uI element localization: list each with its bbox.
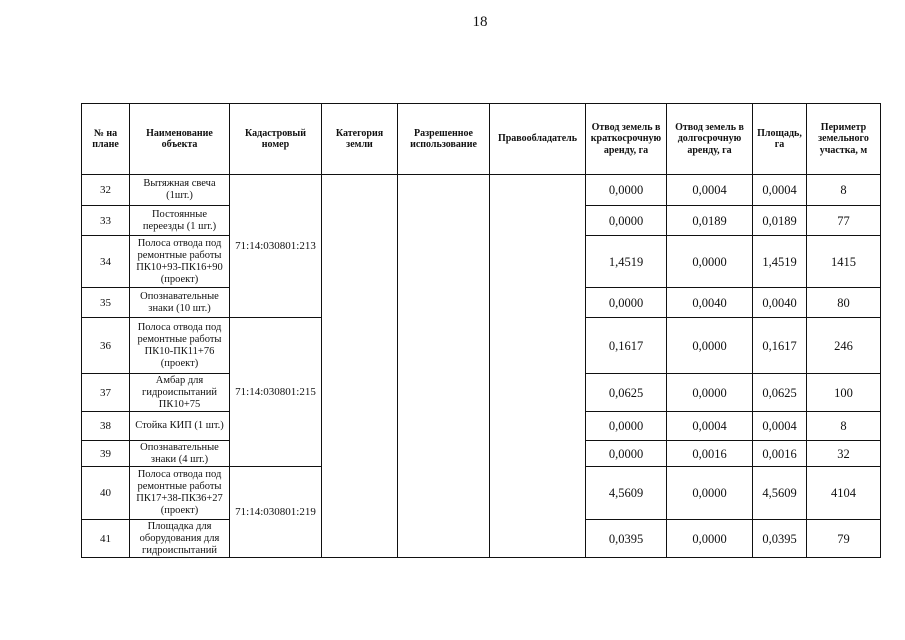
row-num: 40 [82,467,130,520]
row-long-term: 0,0000 [667,318,753,374]
row-name: Полоса отвода под ремонтные работы ПК10-ПК11+76 (проект) [130,318,230,374]
row-area: 0,1617 [753,318,807,374]
row-num: 35 [82,288,130,318]
row-area: 0,0040 [753,288,807,318]
table-row [82,175,881,206]
table-header-row [82,104,881,175]
row-short-term: 1,4519 [586,236,667,288]
row-name: Опознавательные знаки (10 шт.) [130,288,230,318]
row-short-term: 0,0625 [586,374,667,412]
usage-cell [398,175,490,558]
header-owner: Правообладатель [490,104,586,175]
row-long-term: 0,0000 [667,236,753,288]
row-name: Вытяжная свеча (1шт.) [130,175,230,206]
row-perimeter: 100 [807,374,881,412]
row-perimeter: 246 [807,318,881,374]
row-perimeter: 77 [807,206,881,236]
row-area: 0,0004 [753,175,807,206]
row-perimeter: 1415 [807,236,881,288]
page-number: 18 [472,14,488,30]
row-area: 0,0016 [753,441,807,467]
header-category: Категория земли [322,104,398,175]
row-short-term: 0,0000 [586,206,667,236]
row-perimeter: 80 [807,288,881,318]
row-long-term: 0,0040 [667,288,753,318]
header-area: Площадь, га [753,104,807,175]
row-short-term: 0,0000 [586,175,667,206]
header-cadastral: Кадастровый номер [230,104,322,175]
row-area: 0,0395 [753,520,807,558]
row-num: 33 [82,206,130,236]
header-perimeter: Периметр земельного участка, м [807,104,881,175]
row-area: 0,0189 [753,206,807,236]
row-name: Полоса отвода под ремонтные работы ПК10+93-ПК16+90 (проект) [130,236,230,288]
header-num: № на плане [82,104,130,175]
row-perimeter: 8 [807,412,881,441]
row-short-term: 0,0000 [586,288,667,318]
owner-cell [490,175,586,558]
row-num: 41 [82,520,130,558]
category-cell [322,175,398,558]
row-perimeter: 8 [807,175,881,206]
row-num: 39 [82,441,130,467]
row-perimeter: 32 [807,441,881,467]
header-usage: Разрешенное использование [398,104,490,175]
row-num: 37 [82,374,130,412]
row-short-term: 0,1617 [586,318,667,374]
cadastral-number: 71:14:030801:215 [230,318,322,467]
row-long-term: 0,0004 [667,412,753,441]
row-long-term: 0,0000 [667,467,753,520]
header-short-term: Отвод земель в краткосрочную аренду, га [586,104,667,175]
row-num: 38 [82,412,130,441]
row-short-term: 0,0395 [586,520,667,558]
cadastral-number: 71:14:030801:213 [230,175,322,318]
row-num: 36 [82,318,130,374]
row-long-term: 0,0016 [667,441,753,467]
cadastral-number: 71:14:030801:219 [230,467,322,558]
row-perimeter: 79 [807,520,881,558]
row-num: 34 [82,236,130,288]
row-name: Полоса отвода под ремонтные работы ПК17+38-ПК36+27 (проект) [130,467,230,520]
row-name: Стойка КИП (1 шт.) [130,412,230,441]
row-area: 0,0625 [753,374,807,412]
row-long-term: 0,0004 [667,175,753,206]
row-area: 4,5609 [753,467,807,520]
header-name: Наименование объекта [130,104,230,175]
row-area: 0,0004 [753,412,807,441]
row-short-term: 0,0000 [586,441,667,467]
row-short-term: 4,5609 [586,467,667,520]
row-name: Постоянные переезды (1 шт.) [130,206,230,236]
row-num: 32 [82,175,130,206]
row-name: Амбар для гидроиспытаний ПК10+75 [130,374,230,412]
row-area: 1,4519 [753,236,807,288]
row-long-term: 0,0000 [667,374,753,412]
row-name: Площадка для оборудования для гидроиспытаний [130,520,230,558]
land-allocation-table [81,103,881,558]
row-short-term: 0,0000 [586,412,667,441]
row-perimeter: 4104 [807,467,881,520]
row-name: Опознавательные знаки (4 шт.) [130,441,230,467]
header-long-term: Отвод земель в долгосрочную аренду, га [667,104,753,175]
row-long-term: 0,0000 [667,520,753,558]
row-long-term: 0,0189 [667,206,753,236]
